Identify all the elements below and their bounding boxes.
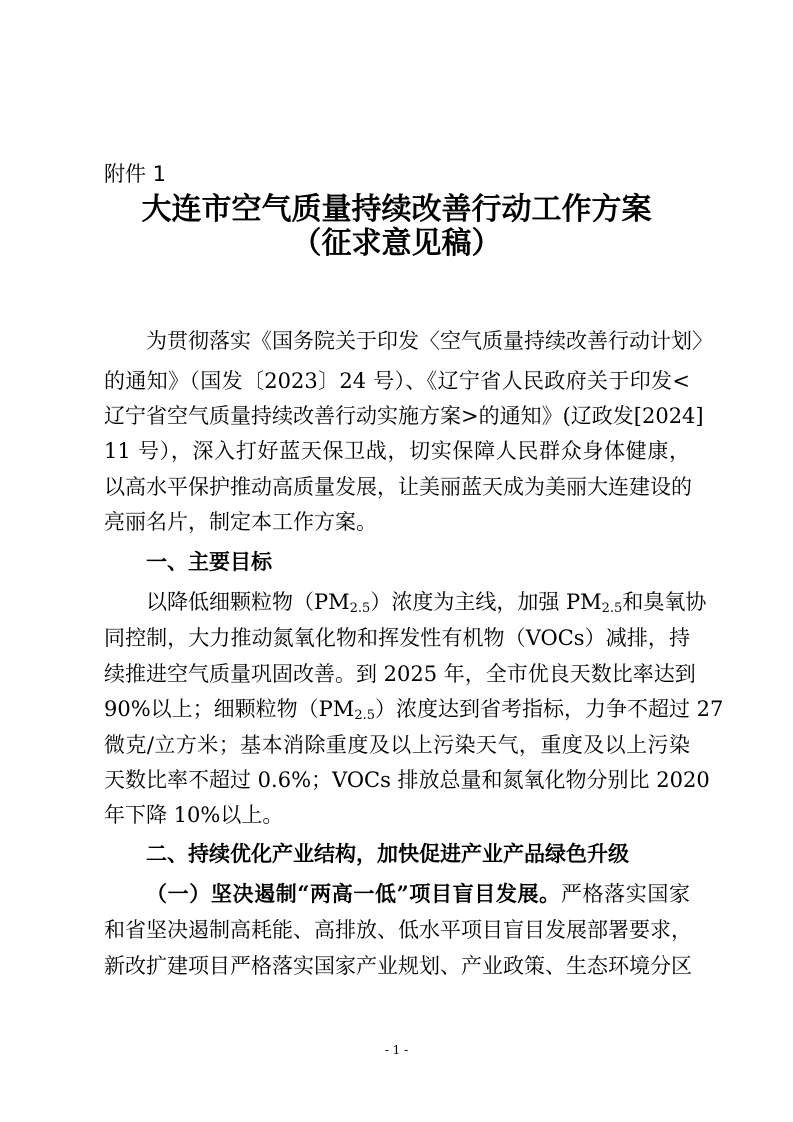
paragraph-line: 辽宁省空气质量持续改善行动实施方案>的通知》(辽政发[2024] (104, 404, 704, 428)
paragraph-line: 的通知》（国发〔2023〕24 号）、《辽宁省人民政府关于印发< (104, 369, 690, 393)
paragraph-line: 以高水平保护推动高质量发展，让美丽蓝天成为美丽大连建设的 (104, 475, 692, 499)
section-heading: 二、持续优化产业结构，加快促进产业产品绿色升级 (146, 842, 629, 866)
paragraph-line: 和省坚决遏制高耗能、高排放、低水平项目盲目发展部署要求， (104, 918, 692, 942)
paragraph-line: 天数比率不超过 0.6%；VOCs 排放总量和氮氧化物分别比 2020 (104, 768, 710, 792)
paragraph-line: 续推进空气质量巩固改善。到 2025 年，全市优良天数比率达到 (104, 662, 696, 686)
paragraph-line: 新改扩建项目严格落实国家产业规划、产业政策、生态环境分区 (104, 954, 692, 978)
paragraph-line: （一）坚决遏制“两高一低”项目盲目发展。严格落实国家 (146, 881, 690, 906)
section-heading: 一、主要目标 (146, 550, 272, 574)
document-subtitle: （征求意见稿） (291, 226, 502, 261)
paragraph-line: 90%以上；细颗粒物$(PM_{2.5})$浓度达到省考指标，力争不超过 27 (104, 697, 724, 723)
page-number: - 1 - (384, 1043, 409, 1057)
paragraph-line: 亮丽名片，制定本工作方案。 (104, 510, 377, 534)
paragraph-line: 同控制，大力推动氮氧化物和挥发性有机物（VOCs）减排，持 (104, 626, 690, 650)
paragraph-line: 以降低细颗粒物$(PM_{2.5})$浓度为主线，加强 $PM_{2.5}$和臭氧协 (146, 590, 707, 616)
paragraph-line: 年下降 10%以上。 (104, 803, 284, 827)
paragraph-line: 微克/立方米；基本消除重度及以上污染天气，重度及以上污染 (104, 733, 690, 757)
paragraph-line: 为贯彻落实《国务院关于印发〈空气质量持续改善行动计划〉 (146, 329, 713, 353)
paragraph-line: 11 号），深入打好蓝天保卫战，切实保障人民群众身体健康， (104, 439, 690, 463)
document-title: 大连市空气质量持续改善行动工作方案 (141, 192, 652, 227)
attachment-label: 附件 1 (104, 162, 167, 186)
